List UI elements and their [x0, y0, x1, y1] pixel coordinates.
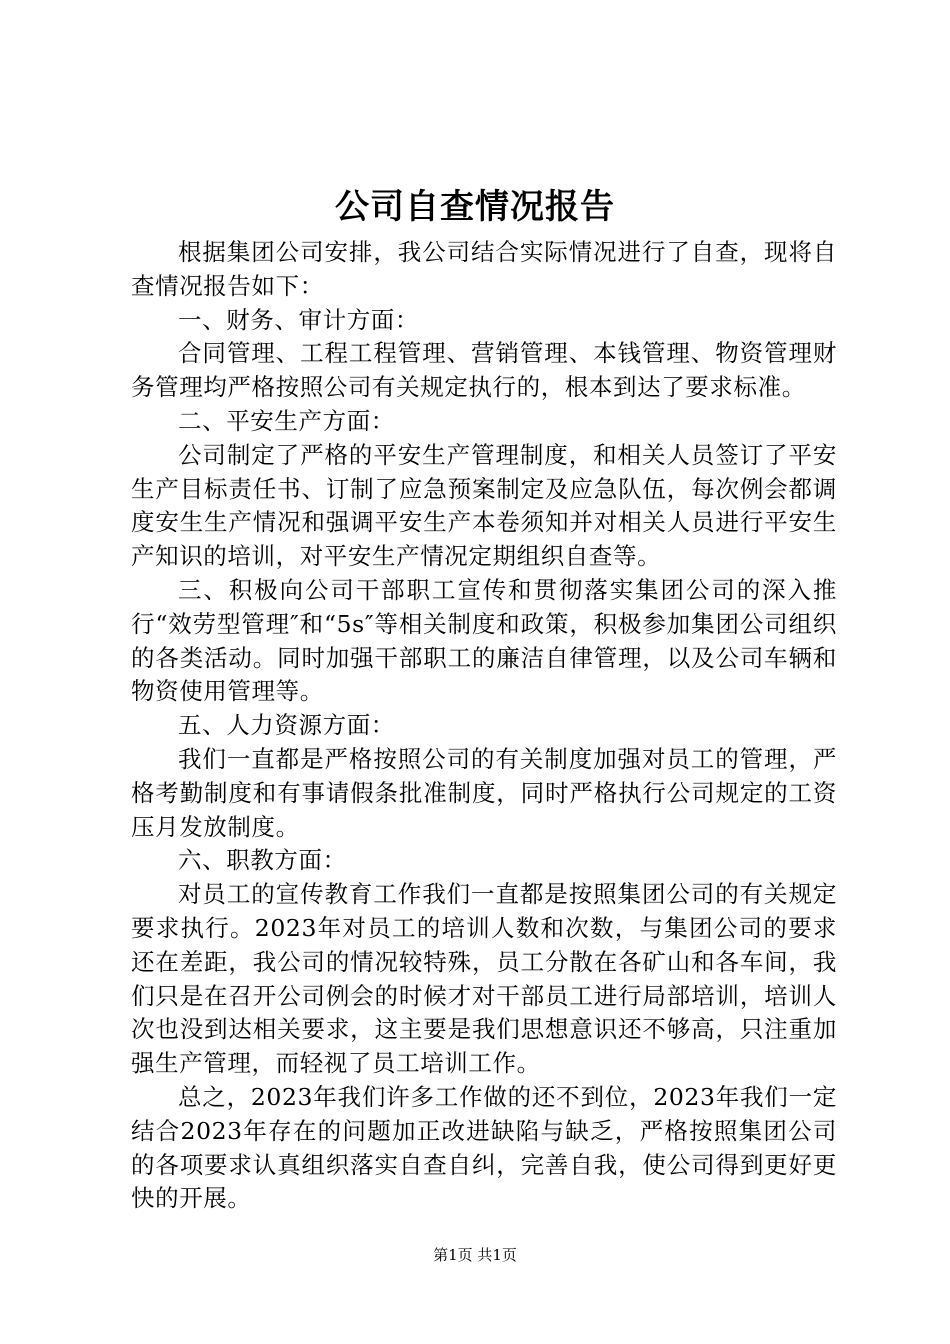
summary-paragraph: 总之，2023年我们许多工作做的还不到位，2023年我们一定结合2023年存在的问题加正改进缺陷与缺乏，严格按照集团公司的各项要求认真组织落实自查自纠，完善自我，使公司得到更好更快的开展。 — [131, 1082, 837, 1213]
intro-paragraph: 根据集团公司安排，我公司结合实际情况进行了自查，现将自查情况报告如下： — [131, 238, 837, 300]
finance-paragraph: 合同管理、工程工程管理、营销管理、本钱管理、物资管理财务管理均严格按照公司有关规定执行的，根本到达了要求标准。 — [131, 339, 837, 402]
document-title: 公司自查情况报告 — [335, 187, 615, 227]
safety-paragraph: 公司制定了严格的平安生产管理制度，和相关人员签订了平安生产目标责任书、订制了应急预案制定及应急队伍，每次例会都调度安生生产情况和强调平安生产本卷须知并对相关人员进行平安生产知识的培训，对平安生产情况定期组织自查等。 — [131, 440, 837, 571]
section-heading-education: 六、职教方面： — [178, 846, 347, 875]
section-three-paragraph: 三、积极向公司干部职工宣传和贯彻落实集团公司的深入推行“效劳型管理″和“5s″等相关制度和政策，积极参加集团公司组织的各类活动。同时加强干部职工的廉洁自律管理，以及公司车辆和物资使用管理等。 — [131, 575, 837, 706]
section-heading-hr: 五、人力资源方面： — [178, 711, 395, 740]
section-heading-finance: 一、财务、审计方面： — [178, 305, 419, 334]
section-heading-safety: 二、平安生产方面： — [178, 406, 395, 435]
page-footer: 第1页 共1页 — [433, 1246, 517, 1264]
education-paragraph: 对员工的宣传教育工作我们一直都是按照集团公司的有关规定要求执行。2023年对员工的培训人数和次数，与集团公司的要求还在差距，我公司的情况较特殊，员工分散在各矿山和各车间，我们只是在召开公司例会的时候才对干部员工进行局部培训，培训人次也没到达相关要求，这主要是我们思想意识还不够高，只注重加强生产管理，而轻视了员工培训工作。 — [131, 880, 837, 1078]
document-body — [131, 236, 837, 1216]
hr-paragraph: 我们一直都是严格按照公司的有关制度加强对员工的管理，严格考勤制度和有事请假条批准制度，同时严格执行公司规定的工资压月发放制度。 — [131, 744, 837, 841]
